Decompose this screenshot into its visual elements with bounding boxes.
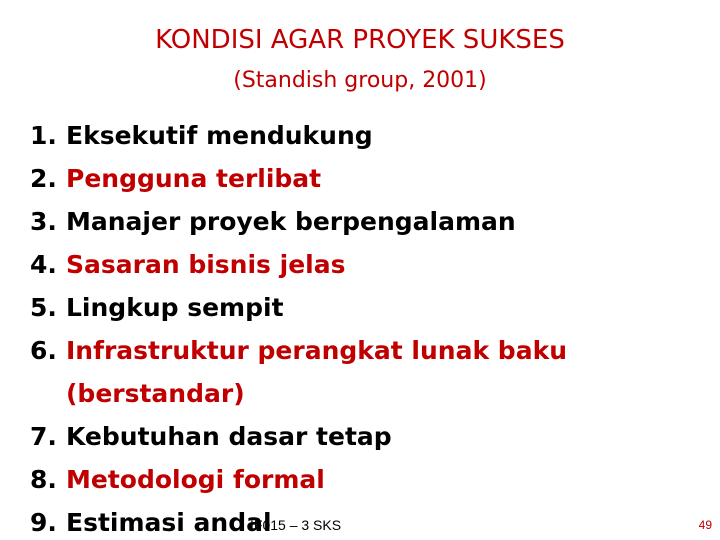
list-item-text-block	[66, 329, 567, 415]
numbered-list	[30, 114, 710, 540]
list-item-number: 5.	[30, 293, 57, 322]
list-item-text: Kebutuhan dasar tetap	[66, 422, 392, 451]
list-item-text: Manajer proyek berpengalaman	[66, 207, 516, 236]
list-item-number: 6.	[30, 336, 57, 365]
list-item-number: 1.	[30, 121, 57, 150]
list-item-text: Lingkup sempit	[66, 293, 284, 322]
list-item	[30, 286, 710, 329]
list-item-text: Sasaran bisnis jelas	[66, 250, 346, 279]
list-item-text: Infrastruktur perangkat lunak baku	[66, 336, 567, 365]
list-item	[30, 458, 710, 501]
list-item-number: 9.	[30, 508, 57, 537]
slide-subtitle: (Standish group, 2001)	[233, 68, 487, 93]
list-item	[30, 157, 710, 200]
list-item-text: Pengguna terlibat	[66, 164, 322, 193]
list-item-text: Estimasi andal	[66, 508, 272, 537]
page-number: 49	[698, 518, 712, 532]
slide-footer: IF015 – 3 SKS	[250, 517, 342, 533]
list-item-number: 3.	[30, 207, 57, 236]
slide-title: KONDISI AGAR PROYEK SUKSES	[155, 25, 565, 55]
list-item-number: 2.	[30, 164, 57, 193]
list-item-text-continuation: (berstandar)	[66, 379, 245, 408]
list-item	[30, 415, 710, 458]
list-item	[30, 243, 710, 286]
list-item-number: 4.	[30, 250, 57, 279]
list-item-text: Eksekutif mendukung	[66, 121, 373, 150]
list-item	[30, 114, 710, 157]
list-item-number: 7.	[30, 422, 57, 451]
list-item	[30, 200, 710, 243]
list-item	[30, 329, 710, 415]
list-item-text: Metodologi formal	[66, 465, 325, 494]
list-item-number: 8.	[30, 465, 57, 494]
list-item	[30, 501, 710, 540]
